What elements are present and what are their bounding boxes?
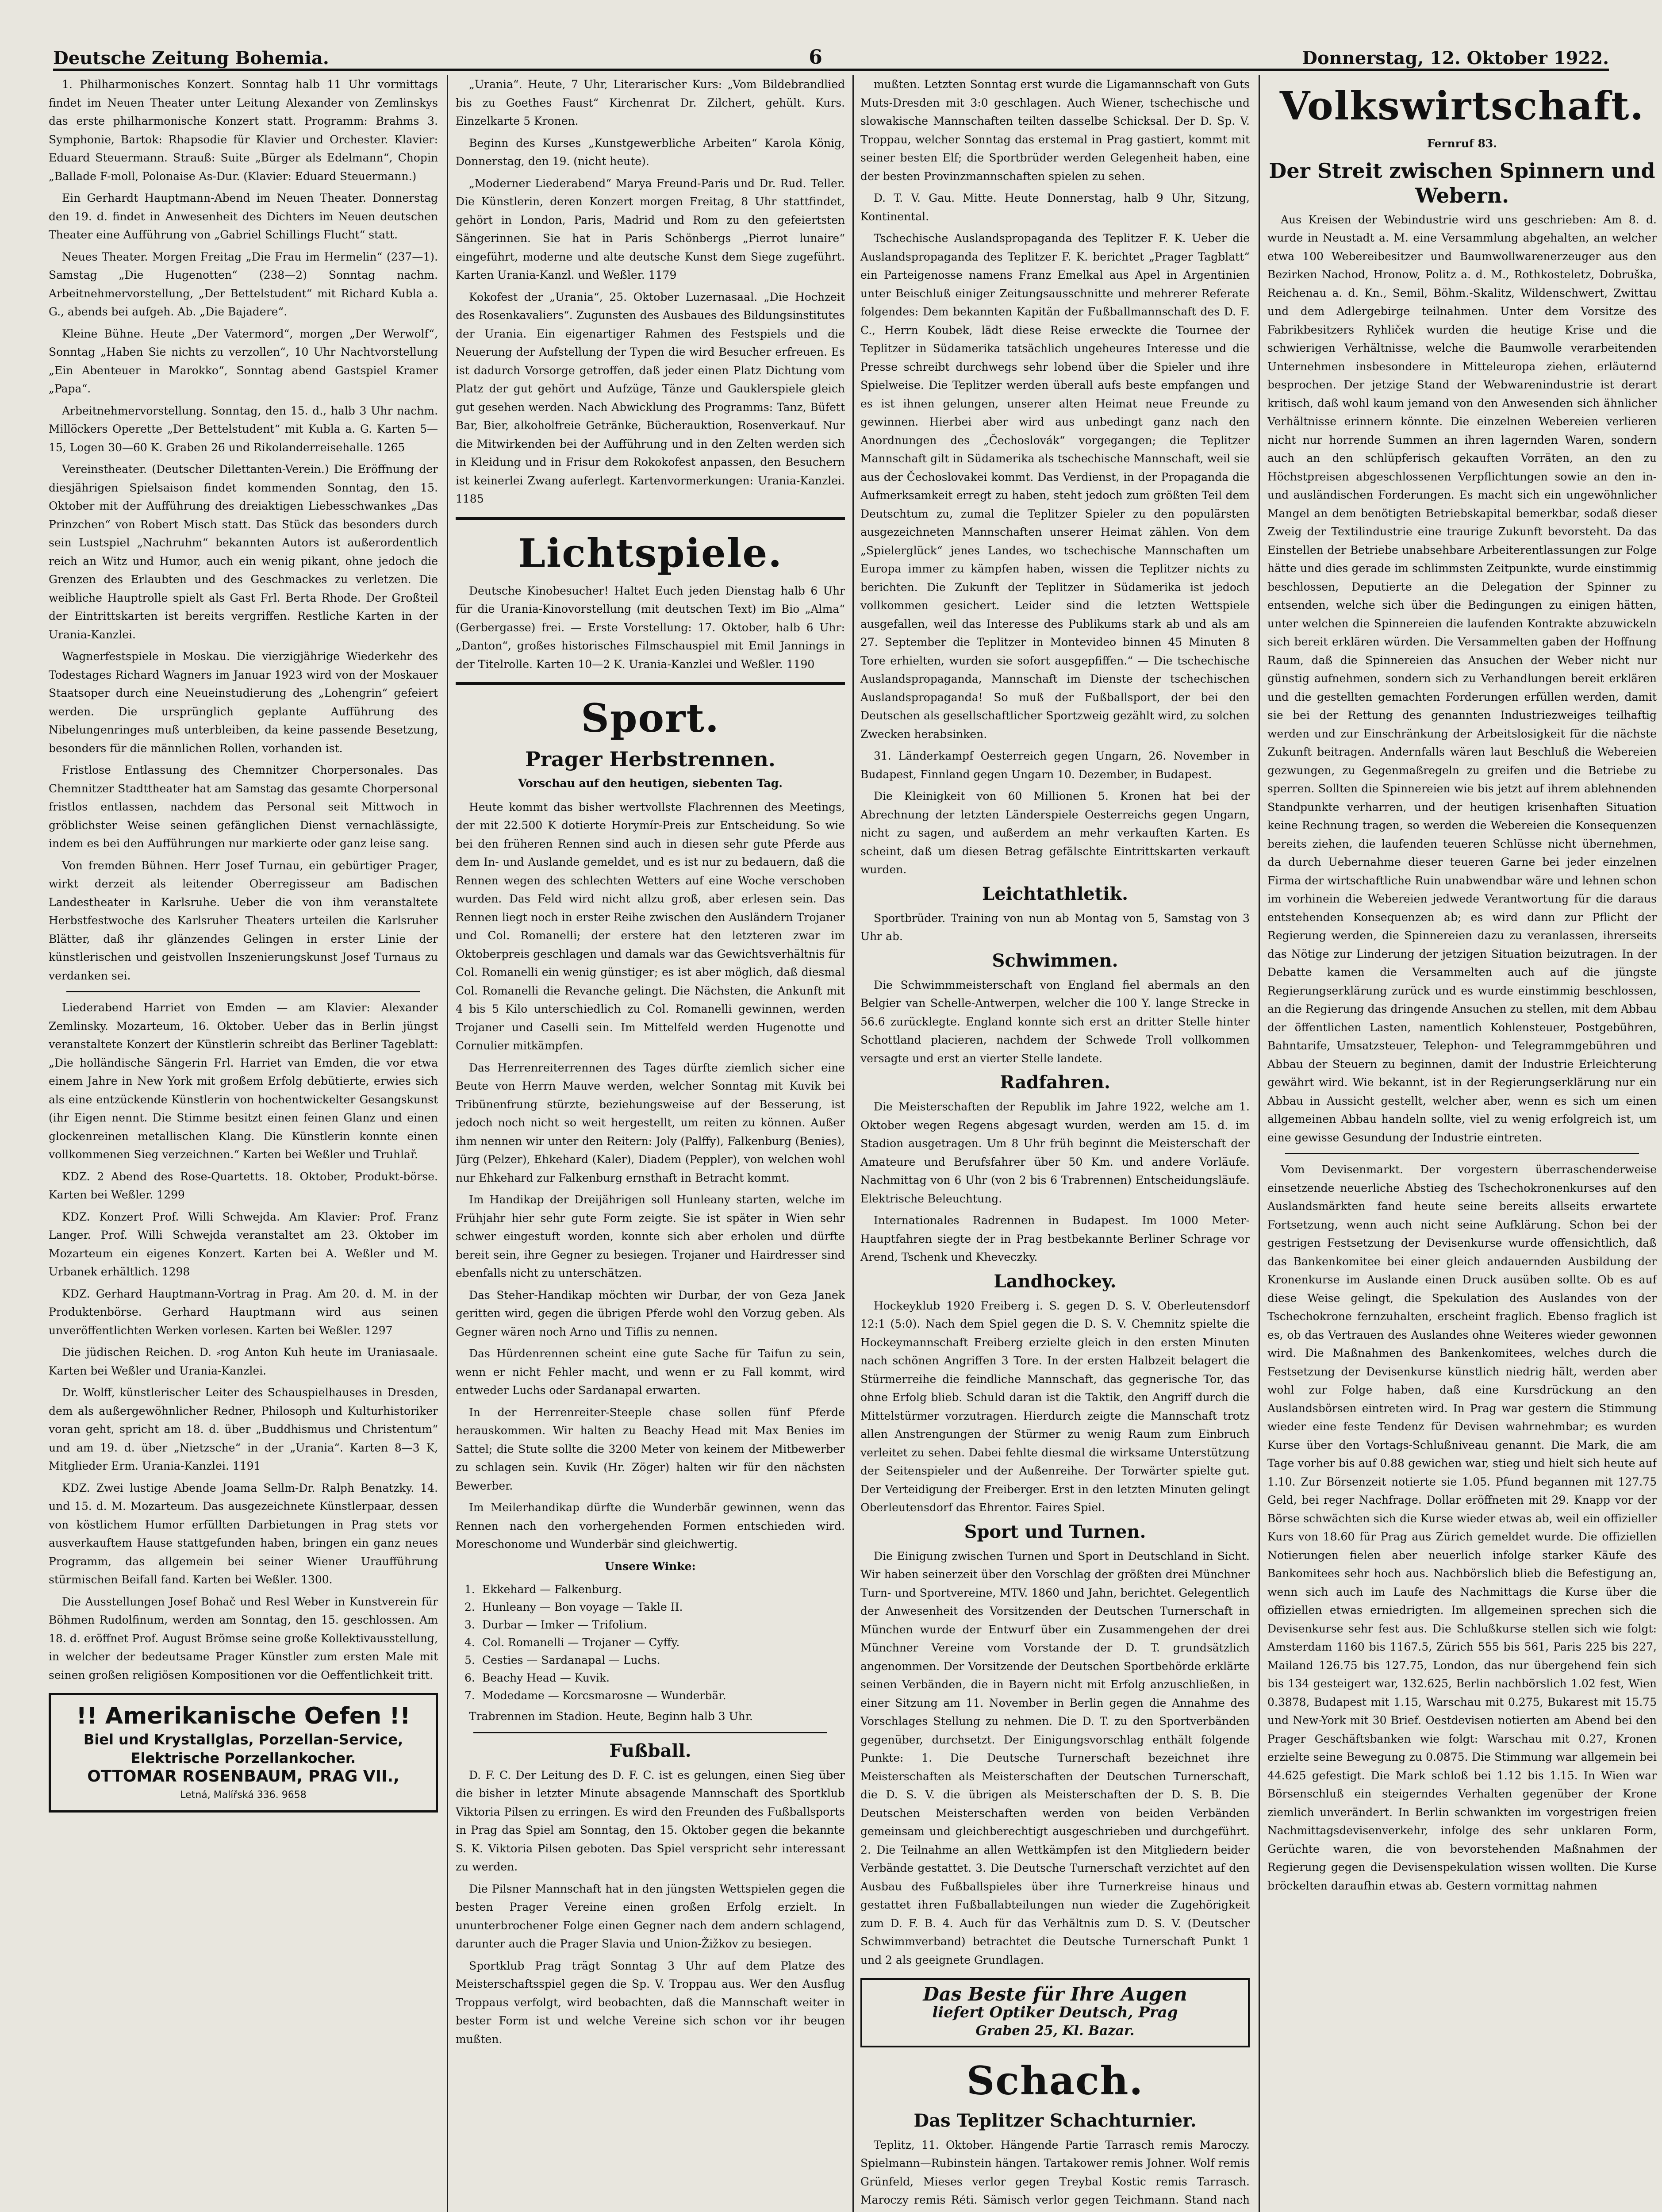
article: Vereinstheater. (Deutscher Dilettanten-Verein.) Die Eröffnung der diesjährigen Spielsaison findet kommenden Sonntag, den 15. Oktober mit der Aufführung des dreiaktigen Liebesschwankes „Das Prinzchen“ von Robert Misch statt. Das Stück das besonders durch sein Lustspiel „Nachruhm“ bekannten Autors ist außerordentlich reich an Witz und Humor, auch ein wenig pikant, ohne jedoch die Grenzen des Erlaubten und des Geschmackes zu verletzen. Die weibliche Hauptrolle spielt als Gast Frl. Berta Rhode. Der Großteil der Eintrittskarten ist bereits vergriffen. Restliche Karten in der Urania-Kanzlei. [49,463,438,641]
ad-line: Biel und Krystallglas, Porzellan-Service, [83,1731,403,1748]
article: mußten. Letzten Sonntag erst wurde die Ligamannschaft von Guts Muts-Dresden mit 3:0 geschlagen. Auch Wiener, tschechische und slowakische Mannschaften teilten dasselbe Schicksal. Der D. Sp. V. Troppau, welcher Sonntag das erstemal in Prag gastiert, kommt mit seiner besten Elf; die Sportbrüder werden Gelegenheit haben, eine der besten Provinzmannschaften spielen zu sehen. [860,78,1250,183]
advertisement-oefen [49,1693,438,1813]
divider [66,991,420,992]
article-paragraph: In der Herrenreiter-Steeple chase sollen fünf Pferde herauskommen. Wir halten zu Beachy Head mit Max Benies im Sattel; die Stute sollte die 3200 Meter von keinem der Mitbewerber zu schlagen sein. Kuvik (Hr. Zöger) halten wir für den nächsten Bewerber. [456,1406,845,1492]
section-subtitle-radfahren: Radfahren. [1000,1072,1110,1093]
column-2 [456,75,845,2212]
article-paragraph: Im Meilerhandikap dürfte die Wunderbär gewinnen, wenn das Rennen nach den vorhergehenden Formen entschieden wird. Moreschonome und Wunderbär sind gleichwertig. [456,1501,845,1551]
page-number: 6 [809,46,822,69]
tip-row: 1. Ekkehard — Falkenburg. [464,1583,622,1596]
tip-row: 7. Modedame — Korcsmarosne — Wunderbär. [464,1689,726,1702]
article-paragraph: Im Handikap der Dreijährigen soll Hunleany starten, welche im Frühjahr hier sehr gute Form zeigte. Sie ist später in Wien sehr schwer eingestuft worden, konnte sich aber erholen und dürfte bereit sein, ihre Gegner zu besiegen. Trojaner und Hairdresser sind ebenfalls nicht zu unterschätzen. [456,1193,845,1279]
article: D. T. V. Gau. Mitte. Heute Donnerstag, halb 9 Uhr, Sitzung, Kontinental. [860,192,1250,223]
issue-date: Donnerstag, 12. Oktober 1922. [1302,48,1609,69]
section-title-sport: Sport. [581,695,720,741]
article: Die jüdischen Reichen. D. ⸗rog Anton Kuh heute im Uraniasaale. Karten bei Weßler und Urania-Kanzlei. [49,1346,438,1377]
article: Trabrennen im Stadion. Heute, Beginn halb 3 Uhr. [469,1710,753,1723]
tip-row: 4. Col. Romanelli — Trojaner — Cyffy. [464,1636,680,1649]
article: Beginn des Kurses „Kunstgewerbliche Arbeiten“ Karola König, Donnerstag, den 19. (nicht heute). [456,136,845,168]
tip-row: 5. Cesties — Sardanapal — Luchs. [464,1654,660,1667]
article: Kleine Bühne. Heute „Der Vatermord“, morgen „Der Werwolf“, Sonntag „Haben Sie nichts zu verzollen“, 10 Uhr Nachtvorstellung „Ein Abenteuer in Marokko“, Sonntag abend Gastspiel Kramer „Papa“. [49,327,438,395]
section-subtitle-fussball: Fußball. [609,1740,691,1761]
article: Teplitz, 11. Oktober. Hängende Partie Tarrasch remis Maroczy. Spielmann—Rubinstein hängen. Tartakower remis Johner. Wolf remis Grünfeld, Mieses verlor gegen Treybal Kostic remis Tarrasch. Maroczy remis Réti. Sämisch verlor gegen Teichmann. Stand nach [860,2138,1250,2206]
article-paragraph: Heute kommt das bisher wertvollste Flachrennen des Meetings, der mit 22.500 K dotierte Horymír-Preis zur Entscheidung. So wie bei den früheren Rennen sind auch in diesen sehr gute Pferde aus dem In- und Auslande gemeldet, und es ist nur zu bedauern, daß die Rennen wegen des schlechten Wetters auf eine Woche verschoben wurden. Das Feld wird nicht allzu groß, aber erlesen sein. Das Rennen liegt noch in erster Reihe zwischen den Ausländern Trojaner und Col. Romanelli; der erstere hat den letzteren zwar im Oktoberpreis geschlagen und damals war das Gewichtsverhältnis für Col. Romanelli ein wenig günstiger; es ist aber möglich, daß diesmal Col. Romanelli die Revanche gelingt. Die Nächsten, die Ankunft mit 4 bis 5 Kilo unterschiedlich zu Col. Romanelli gewinnen, werden Trojaner und Caselli sein. Im Mittelfeld werden Hugenotte und Cornulier mitkämpfen. [456,800,845,1052]
advertisement-optiker [860,1978,1250,2047]
ad-line: liefert Optiker Deutsch, Prag [932,2003,1178,2021]
tip-row: 6. Beachy Head — Kuvik. [464,1671,610,1684]
article: Die Ausstellungen Josef Bohač und Resl Weber in Kunstverein für Böhmen Rudolfinum, werden am Sonntag, den 15. geschlossen. Am 18. d. eröffnet Prof. August Brömse seine große Kollektivausstellung, in welcher der bedeutsame Prager Künstler zum ersten Male mit seinen großen religiösen Kompositionen vor die Oeffentlichkeit tritt. [49,1595,438,1682]
article: Von fremden Bühnen. Herr Josef Turnau, ein gebürtiger Prager, wirkt derzeit als leitender Oberregisseur am Badischen Landestheater in Karlsruhe. Ueber die von ihm veranstaltete Herbstfestwoche des Karlsruher Theaters urteilen die Karlsruher Blätter, daß ihr glänzendes Gelingen in erster Linie der künstlerischen und geistvollen Inszenierungskunst Josef Turnaus zu verdanken sei. [49,859,438,982]
divider [1285,1153,1639,1154]
ad-company: OTTOMAR ROSENBAUM, PRAG VII., [87,1767,399,1786]
article: Liederabend Harriet von Emden — am Klavier: Alexander Zemlinsky. Mozarteum, 16. Oktober. Ueber das in Berlin jüngst veranstaltete Konzert der Künstlerin schreibt das Berliner Tageblatt: „Die holländische Sängerin Frl. Harriet van Emden, die vor etwa einem Jahre in New York mit großem Erfolg debütierte, erwies sich als eine entzückende Künstlerin von hochentwickelter Gesangskunst (ihr Eigen nennt. Die Stimme besitzt einen feinen Glanz und einen glockenreinen metallischen Klang. Die Künstlerin konnte einen vollkommenen Sieg verzeichnen.“ Karten bei Weßler und Truhlař. [49,1001,438,1161]
article: Ein Gerhardt Hauptmann-Abend im Neuen Theater. Donnerstag den 19. d. findet in Anwesenheit des Dichters im Neuen deutschen Theater eine Aufführung von „Gabriel Schillings Flucht“ statt. [49,192,438,241]
article: 31. Länderkampf Oesterreich gegen Ungarn, 26. November in Budapest, Finnland gegen Ungarn 10. Dezember, in Budapest. [860,749,1250,781]
article: Wagnerfestspiele in Moskau. Die vierzigjährige Wiederkehr des Todestages Richard Wagners im Januar 1923 wird von der Moskauer Staatsoper durch eine Neueinstudierung des „Lohengrin“ gefeiert werden. Die ursprünglich geplante Aufführung des Nibelungenringes muß unterbleiben, da keine passende Besetzung, besonders für die männlichen Rollen, vorhanden ist. [49,650,438,755]
article: Deutsche Kinobesucher! Haltet Euch jeden Dienstag halb 6 Uhr für die Urania-Kinovorstellung (mit deutschen Text) im Bio „Alma“ (Gerbergasse) frei. — Erste Vorstellung: 17. Oktober, halb 6 Uhr: „Danton“, großes historisches Filmschauspiel mit Emil Jannings in der Titelrolle. Karten 10—2 K. Urania-Kanzlei und Weßler. 1190 [456,584,845,671]
section-title-lichtspiele: Lichtspiele. [518,530,783,576]
column-4 [1267,75,1657,2212]
ad-headline: !! Amerikanische Oefen !! [76,1703,411,1729]
article: KDZ. Gerhard Hauptmann-Vortrag in Prag. Am 20. d. M. in der Produktenbörse. Gerhard Hauptmann wird aus seinen unveröffentlichten Werken vorlesen. Karten bei Weßler. 1297 [49,1287,438,1337]
article-paragraph: Das Herrenreiterrennen des Tages dürfte ziemlich sicher eine Beute von Herrn Mauve werden, welcher Sonntag mit Kuvik bei Tribünenfrung stürzte, beziehungsweise auf der Besserung, ist jedoch noch nicht so weit hergestellt, um reiten zu können. Außer ihm nennen wir unter den Reitern: Joly (Palffy), Falkenburg (Benies), Jürg (Pelzer), Ehkehard (Kaler), Diadem (Peppler), von welchen wohl nur Ehkehard zur Falkenburg ernsthaft in Betracht kommt. [456,1061,845,1184]
article: Die Meisterschaften der Republik im Jahre 1922, welche am 1. Oktober wegen Regens abgesagt wurden, werden am 15. d. im Stadion ausgetragen. Um 8 Uhr früh beginnt die Meisterschaft der Amateure und Berufsfahrer über 50 Km. und andere Vorläufe. Nachmittag von 6 Uhr (von 2 bis 6 Trabrennen) Entscheidungsläufe. Elektrische Beleuchtung. [860,1100,1250,1205]
tips-heading: Unsere Winke: [605,1559,696,1573]
divider [456,517,845,520]
phone-number: Fernruf 83. [1427,137,1497,150]
ad-headline: Das Beste für Ihre Augen [923,1983,1187,2005]
column-3 [860,75,1250,2212]
article: Die Schwimmmeisterschaft von England fiel abermals an den Belgier van Schelle-Antwerpen, welcher die 100 Y. lange Strecke in 56.6 zurücklegte. England konnte sich erst an dritter Stelle hinter Schottland placieren, nachdem der Schwede Troll vollkommen versagte und erst an vierter Stelle landete. [860,978,1250,1065]
article-paragraph: Vom Devisenmarkt. Der vorgestern überraschenderweise einsetzende neuerliche Abstieg des Tschechokronenkurses auf den Auslandsmärkten fand heute seine bereits allseits erwartete Fortsetzung, wenn auch nicht seine Aufklärung. Schon bei der gestrigen Festsetzung der Devisenkurse wurde offensichtlich, daß das Bankenkomitee bei einer gleich andauernden Ausbildung der Kronenkurse im Auslande einen Druck ausüben sollte. Ob es auf diese Weise gelingt, die Spekulation des Auslandes von der Tschechokrone fernzuhalten, erscheint fraglich. Ebenso fraglich ist es, ob das Vertrauen des Auslandes ohne Weiteres wieder gewonnen wird. Die Maßnahmen des Bankenkomitees, welches durch die Festsetzung der Devisenkurse künstlich niedrig hält, werden aber wohl zur Folge haben, daß eine Kursdrückung an den Auslandsbörsen eintreten wird. In Prag war gestern die Stimmung wieder eine feste Tendenz für Devisen wahrnehmbar; es wurden Kurse über den Vortags-Schlußniveau genannt. Die Mark, die am Tage vorher bis auf 0.88 gewichen war, stieg und hielt sich heute auf 1.10. Zur Börsenzeit notierte sie 1.05. Pfund begannen mit 127.75 Geld, bei reger Nachfrage. Dollar eröffneten mit 29. Knapp vor der Börse schwächten sich die Kurse wieder etwas ab, weil ein offizieller Kurs von 18.60 für Prag aus Zürich gemeldet wurde. Die offiziellen Notierungen fielen aber neuerlich infolge starker Käufe des Bankomitees sehr hoch aus. Nachbörslich blieb die Befestigung an, wenn sich auch im Laufe des Nachmittags die Kurse über die offiziellen etwas erniedrigten. Im allgemeinen sprechen sich die Devisenkurse sehr fest aus. Die Schlußkurse stellen sich wie folgt: Amsterdam 1160 bis 1167.5, Zürich 555 bis 561, Paris 225 bis 227, Mailand 126.75 bis 127.75, London, das nur übergehend fein sich bis 134 gesteigert war, 132.625, Berlin nachbörslich 1.02 fest, Wien 0.3878, Budapest mit 1.15, Warschau mit 0.275, Bukarest mit 15.75 und New-York mit 30 Brief. Oestdevisen notierten am Abend bei den Prager Geschäftsbanken wie folgt: Warschau mit 0.27, Kronen erzielte seine Bewegung zu 0.0875. Die Stimmung war allgemein bei 44.625 gefestigt. Die Mark schloß bei 1.12 bis 1.15. In Wien war Börsenschluß ein steigerndes Verhalten gegenüber der Krone ziemlich unverändert. In Berlin schwankten im vorgestrigen freien Nachmittagsdevisenverkehr, infolge des sehr unklaren Form, Gerüchte waren, die von bevorstehenden Maßnahmen der Regierung gegen die Devisenspekulation wissen wollten. Die Kurse bröckelten daraufhin etwas ab. Gestern vormittag nahmen [1267,1163,1657,1892]
article-paragraph: Das Hürdenrennen scheint eine gute Sache für Taifun zu sein, wenn er nicht Fehler macht, und wenn er zu Fall kommt, wird entweder Luchs oder Sardanapal erwarten. [456,1347,845,1397]
article: Tschechische Auslandspropaganda des Teplitzer F. K. Ueber die Auslandspropaganda des Teplitzer F. K. berichtet „Prager Tagblatt“ ein Parteigenosse namens Franz Emelkal aus Apel in Argentinien unter Beischluß einiger Zeitungsausschnitte und mehrerer Referate folgendes: Dem bekannten Kapitän der Fußballmannschaft des D. F. C., Herrn Koubek, lädt diese Reise erweckte die Tournee der Teplitzer in Südamerika tatsächlich ungeheures Interesse und die Presse schreibt durchwegs sehr lobend über die Spieler und ihre Spielweise. Die Teplitzer werden überall aufs beste empfangen und es ist ihnen gelungen, unserer alten Heimat neue Freunde zu gewinnen. Hierbei aber wird aus unbedingt ganz nach den Anordnungen des „Čechoslovák“ vorgegangen; die Teplitzer Mannschaft gilt in Südamerika als tschechische Mannschaft, weil sie aus der Čechoslovakei kommt. Das Verdienst, in der Propaganda die Aufmerksamkeit erregt zu haben, steht jedoch zum größten Teil dem Deutschtum zu, zumal die Teplitzer Spieler zu den populärsten ausgezeichneten Mannschaften unserer Heimat zählen. Von dem „Spielerglück“ jenes Landes, wo tschechische Mannschaften um Europa immer zu kämpfen haben, wissen die Teplitzer nichts zu berichten. Die Zukunft der Teplitzer in Südamerika ist jedoch vollkommen gesichert. Leider sind die letzten Wettspiele ausgefallen, weil das Interesse des Publikums stark ab und als am 27. September die Teplitzer in Montevideo binnen 45 Minuten 8 Tore erhielten, wurden sie sofort ausgepfiffen.“ — Die tschechische Auslandspropaganda, Mannschaft im Dienste der tschechischen Auslandspropaganda! So muß der Fußballsport, der bei den Deutschen als gesellschaftlicher Sportzweig gezählt wird, zu solchen Zwecken herabsinken. [860,232,1250,741]
column-1 [49,75,438,2212]
section-subtitle-schwimmen: Schwimmen. [992,950,1118,971]
article-headline: Prager Herbstrennen. [525,747,775,771]
article: Fristlose Entlassung des Chemnitzer Chorpersonales. Das Chemnitzer Stadttheater hat am Samstag das gesamte Chorpersonal fristlos entlassen, nachdem das Personal seit Mittwoch in gröblichster Weise seinen gefänglichen Dienst vernachlässigte, indem es bei den Aufführungen nur markierte oder ganz leise sang. [49,764,438,850]
article: „Urania“. Heute, 7 Uhr, Literarischer Kurs: „Vom Bildebrandlied bis zu Goethes Faust“ Kirchenrat Dr. Zilchert, gehült. Kurs. Einzelkarte 5 Kronen. [456,78,845,127]
section-subtitle-turnen: Sport und Turnen. [964,1521,1146,1542]
tips-list [456,1581,845,1705]
column-rule [852,75,854,2212]
section-title-volkswirtschaft: Volkswirtschaft. [1279,83,1645,129]
article-paragraph: Sportklub Prag trägt Sonntag 3 Uhr auf dem Platze des Meisterschaftsspiel gegen die Sp. V. Troppau aus. Wer den Ausflug Troppaus verfolgt, wird beobachten, daß die Mannschaft weiter in bester Form ist und welche Vereine sich schon vor ihr beugen mußten. [456,1959,845,2046]
article-paragraph: Die Pilsner Mannschaft hat in den jüngsten Wettspielen gegen die besten Prager Vereine einen großen Erfolg erzielt. In ununterbrochener Folge einen Gegner nach dem andern schlagend, darunter auch die Prager Slavia und Union-Žižkov zu besiegen. [456,1882,845,1950]
article: Die Einigung zwischen Turnen und Sport in Deutschland in Sicht. Wir haben seinerzeit über den Vorschlag der größten drei Münchner Turn- und Sportvereine, MTV. 1860 und Jahn, berichtet. Gelegentlich der Anwesenheit des Vorsitzenden der Deutschen Turnerschaft in München wurde der Entwurf über ein Zusammengehen der drei Münchner Vereine vom Vorstande der D. T. grundsätzlich angenommen. Der Vorsitzende der Deutschen Sportbehörde erklärte seinen Verbänden, die in Bayern nicht mit Erfolg anzuschließen, in einer Sitzung am 11. November in Berlin gegen die Annahme des Vorschlages Stellung zu nehmen. Die D. T. zu den Sportverbänden gegenüber, durchsetzt. Der Einigungsvorschlag enthält folgende Punkte: 1. Die Deutsche Turnerschaft bezeichnet ihre Meisterschaften als Meisterschaften der Deutschen Turnerschaft, die D. S. V. die übrigen als Meisterschaften der D. S. B. Die Deutschen Meisterschaften werden von beiden Verbänden gemeinsam und gleichberechtigt ausgeschrieben und durchgeführt. 2. Die Teilnahme an allen Wettkämpfen ist den Mitgliedern beider Verbände gestattet. 3. Die Deutsche Turnerschaft verzichtet auf den Ausbau des Fußballspieles über ihre Turnerkreise hinaus und gestattet ihren Fußballabteilungen nun wieder die Zugehörigkeit zum D. F. B. 4. Auch für das Verhältnis zum D. S. V. (Deutscher Schwimmverband) betrachtet die Deutsche Turnerschaft Punkt 1 und 2 als geeignete Grundlagen. [860,1549,1250,1966]
article: Internationales Radrennen in Budapest. Im 1000 Meter-Hauptfahren siegte der in Prag bestbekannte Berliner Schrage vor Arend, Tschenk und Kheveczky. [860,1214,1250,1263]
article-paragraph: Das Steher-Handikap möchten wir Durbar, der von Geza Janek geritten wird, gegen die übrigen Pferde wohl den Vorzug geben. Als Gegner wären noch Arno und Tiflis zu nennen. [456,1288,845,1338]
tip-row: 3. Durbar — Imker — Trifolium. [464,1618,647,1631]
article: Sportbrüder. Training von nun ab Montag von 5, Samstag von 3 Uhr ab. [860,911,1250,943]
tip-row: 2. Hunleany — Bon voyage — Takle II. [464,1601,683,1613]
divider [473,1732,827,1733]
section-title-schach: Schach. [966,2057,1144,2104]
newspaper-title: Deutsche Zeitung Bohemia. [53,48,329,69]
article-paragraph: Aus Kreisen der Webindustrie wird uns geschrieben: Am 8. d. wurde in Neustadt a. M. eine Versammlung abgehalten, an welcher etwa 100 Webereibesitzer und Baumwollwarenerzeuger aus den Bezirken Nachod, Hronow, Politz a. d. M., Rothkosteletz, Dobruška, Reichenau a. d. Kn., Semil, Böhm.-Skalitz, Wildenschwert, Zwittau und dem Adlergebirge teilnahmen. Unter dem Vorsitze des Fabrikbesitzers Ryhliček wurden die heutige Krise und die schwierigen Verhältnisse, welche die Baumwolle verarbeitenden Unternehmen insbesondere in Mitteleuropa ziehen, erläuternd besprochen. Der jetzige Stand der Webwarenindustrie ist derart kritisch, daß wohl kaum jemand von den Anwesenden sich ähnlicher Verhältnisse erinnern könnte. Die einzelnen Webereien verlieren nicht nur horrende Summen an ihren lagernden Waren, sondern auch an den schlüpferisch gekauften Vorräten, an den zu Höchstpreisen abgeschlossenen Verpflichtungen sowie an den in- und ausländischen Forderungen. Es macht sich ein ungewöhnlicher Mangel an dem benötigten Betriebskapital bemerkbar, sodaß dieser Zweig der Textilindustrie eine traurige Zukunft bevorsteht. Da das Einstellen der Betriebe unabsehbare Arbeiterentlassungen zur Folge hätte und dies gerade im schlimmsten Zeitpunkte, wurde einstimmig beschlossen, Deputierte an die Delegation der Spinner zu entsenden, welche sich über die Bedingungen zu einigen hätten, unter welchen die Spinnereien die laufenden Kontrakte abzuwickeln sich bereit erklären würden. Die Versammelten gaben der Hoffnung Raum, daß die Spinnereien das Ansuchen der Weber nicht nur günstig aufnehmen, sondern sich zu Verhandlungen bereit erklären und die gestellten gemachten Forderungen erfüllen werden, damit sie bei der Rettung des genannten Industriezweiges teilhaftig werden und zur Einschränkung der Arbeitslosigkeit für die nächste Zukunft beitragen. Andernfalls wären laut Beschluß die Webereien gezwungen, zu Gegenmaßregeln zu greifen und die Betriebe zu sperren. Sollten die Spinnereien wie bis jetzt auf ihrem ablehnenden Standpunkte verharren, und der heutigen krisenhaften Situation keine Rechnung tragen, so werden die Webereien die Konsequenzen bereits ziehen, die laufenden teueren Schlüsse nicht übernehmen, da durch Uebernahme dieser teueren Garne bei jeder einzelnen Firma der wirtschaftliche Ruin unabwendbar wäre und lehnen schon im vorhinein die Webereien jedwede Verantwortung für die daraus entstehenden Konsequenzen ab; es wird dann zur Pflicht der Regierung werden, die Spinnereien dazu zu veranlassen, ihrerseits das Nötige zur Linderung der jetzigen Situation beizutragen. In der Debatte kamen die Versammelten auch auf die jüngste Regierungserklärung zurück und es wurde einstimmig beschlossen, an die Regierung das dringende Ansuchen zu stellen, mit dem Abbau der öffentlichen Lasten, namentlich Kohlensteuer, Postgebühren, Bahntarife, Umsatzsteuer, Telephon- und Telegrammgebühren und Abbau der Steuern zu beginnen, damit der Industrie Erleichterung gewährt wird. Wie bekannt, ist in der Regierungserklärung nur ein Abbau in Aussicht gestellt, welcher aber, wenn es sich um einen allgemeinen Abbau handeln sollte, viel zu wenig erfolgreich ist, um eine gewisse Gesundung der Industrie eintreten. [1267,213,1657,1144]
divider [456,682,845,685]
article: Die Kleinigkeit von 60 Millionen 5. Kronen hat bei der Abrechnung der letzten Länderspiele Oesterreichs gegen Ungarn, nicht zu sagen, und außerdem an mehr verkauften Karten. Es scheint, daß um diesen Betrag gefälschte Eintrittskarten verkauft wurden. [860,790,1250,876]
article: Kokofest der „Urania“, 25. Oktober Luzernasaal. „Die Hochzeit des Rosenkavaliers“. Zugunsten des Ausbaues des Bildungsinstitutes der Urania. Ein eigenartiger Rahmen des Festspiels und die Neuerung der Aufstellung der Typen die wird Besucher erfreuen. Es ist dadurch Vorsorge getroffen, daß jeder einen Platz Dichtung vom Platz der gut gehört und Aufzüge, Tänze und Gauklerspiele gleich gut gesehen werden. Nach Abwicklung des Programms: Tanz, Büfett Bar, Bier, alkoholfreie Getränke, Bücherauktion, Rosenverkauf. Nur die Mitwirkenden bei der Aufführung und in den Zelten werden sich in Kleidung und in Frisur dem Rokokofest anpassen, den Besuchern ist keinerlei Zwang auferlegt. Kartenvormerkungen: Urania-Kanzlei. 1185 [456,290,845,505]
article-headline: Das Teplitzer Schachturnier. [914,2110,1197,2131]
section-subtitle-landhockey: Landhockey. [994,1271,1117,1292]
article-headline: Der Streit zwischen Spinnern und Webern. [1269,158,1655,207]
ad-address: Graben 25, Kl. Bazar. [975,2023,1135,2039]
column-rule [447,75,448,2212]
ad-line: Elektrische Porzellankocher. [131,1749,356,1767]
article-paragraph: D. F. C. Der Leitung des D. F. C. ist es gelungen, einen Sieg über die bisher in letzter Minute absagende Mannschaft des Sportklub Viktoria Pilsen zu erringen. Es wird den Freunden des Fußballsports in Prag das Spiel am Sonntag, den 15. Oktober gegen die bekannte S. K. Viktoria Pilsen geboten. Das Spiel verspricht sehr interessant zu werden. [456,1768,845,1873]
article-dek: Vorschau auf den heutigen, siebenten Tag. [518,777,783,790]
article: Neues Theater. Morgen Freitag „Die Frau im Hermelin“ (237—1). Samstag „Die Hugenotten“ (238—2) Sonntag nachm. Arbeitnehmervorstellung, „Der Bettelstudent“ mit Richard Kubla a. G., abends bei aufgeh. Ab. „Die Bajadere“. [49,250,438,318]
article: Hockeyklub 1920 Freiberg i. S. gegen D. S. V. Oberleutensdorf 12:1 (5:0). Nach dem Spiel gegen die D. S. V. Chemnitz spielte die Hockeymannschaft Freiberg erzielte gleich in den ersten Minuten nach schönen Angriffen 3 Tore. In der ersten Halbzeit belagert die Stürmerreihe die feindliche Mannschaft, das gegnerische Tor, das ohne Erfolg blieb. Schuld daran ist die Taktik, den Angriff durch die Mittelstürmer vorzutragen. Hierdurch zeigte die Mannschaft trotz allen Anstrengungen der Stürmer zu wenig Raum zum Einbruch verleitet zu sehen. Dabei fehlte diesmal die wirksame Unterstützung der Seitenspieler und der Außenreihe. Der Torwärter spielte gut. Der Verteidigung der Freiberger. Erst in den letzten Minuten gelingt Oberleutensdorf das Ehrentor. Faires Spiel. [860,1299,1250,1514]
article: Dr. Wolff, künstlerischer Leiter des Schauspielhauses in Dresden, dem als außergewöhnlicher Redner, Philosoph und Kulturhistoriker voran geht, spricht am 18. d. über „Buddhismus und Christentum“ und am 19. d. über „Nietzsche“ in der „Urania“. Karten 8—3 K, Mitglieder Erm. Urania-Kanzlei. 1191 [49,1386,438,1472]
article: „Moderner Liederabend“ Marya Freund-Paris und Dr. Rud. Teller. Die Künstlerin, deren Konzert morgen Freitag, 8 Uhr stattfindet, gehört in London, Paris, Madrid und Rom zu den gefeiertsten Sängerinnen. Sie hat in Paris Schönbergs „Pierrot lunaire“ eingeführt, moderne und alte deutsche Kunst dem Siege zugeführt. Karten Urania-Kanzl. und Weßler. 1179 [456,177,845,281]
article: KDZ. Zwei lustige Abende Joama Sellm-Dr. Ralph Benatzky. 14. und 15. d. M. Mozarteum. Das ausgezeichnete Künstlerpaar, dessen von köstlichem Humor erfüllten Darbietungen in Prag stets vor ausverkauftem Hause stattgefunden haben, bringen ein ganz neues Programm, das allgemein bei seiner Wiener Uraufführung stürmischen Beifall fand. Karten bei Weßler. 1300. [49,1481,438,1586]
article: KDZ. 2 Abend des Rose-Quartetts. 18. Oktober, Produkt-börse. Karten bei Weßler. 1299 [49,1170,438,1201]
article: Arbeitnehmervorstellung. Sonntag, den 15. d., halb 3 Uhr nachm. Millöckers Operette „Der Bettelstudent“ mit Kubla a. G. Karten 5—15, Logen 30—60 K. Graben 26 und Rikolanderreisehalle. 1265 [49,404,438,454]
page-header [53,38,1609,71]
section-subtitle-leichtathletik: Leichtathletik. [982,883,1128,904]
article: KDZ. Konzert Prof. Willi Schwejda. Am Klavier: Prof. Franz Langer. Prof. Willi Schwejda veranstaltet am 23. Oktober im Mozarteum ein eigenes Konzert. Karten bei A. Weßler und M. Urbanek erhältlich. 1298 [49,1210,438,1278]
ad-address: Letná, Malířská 336. 9658 [180,1789,307,1801]
article: 1. Philharmonisches Konzert. Sonntag halb 11 Uhr vormittags findet im Neuen Theater unter Leitung Alexander von Zemlinskys das erste philharmonische Konzert statt. Programm: Brahms 3. Symphonie, Bartok: Rhapsodie für Klavier und Orchester. Klavier: Eduard Steuermann. Strauß: Suite „Bürger als Edelmann“, Chopin „Ballade F-moll, Polonaise As-Dur. (Klavier: Eduard Steuermann.) [49,78,438,183]
column-rule [1259,75,1260,2212]
